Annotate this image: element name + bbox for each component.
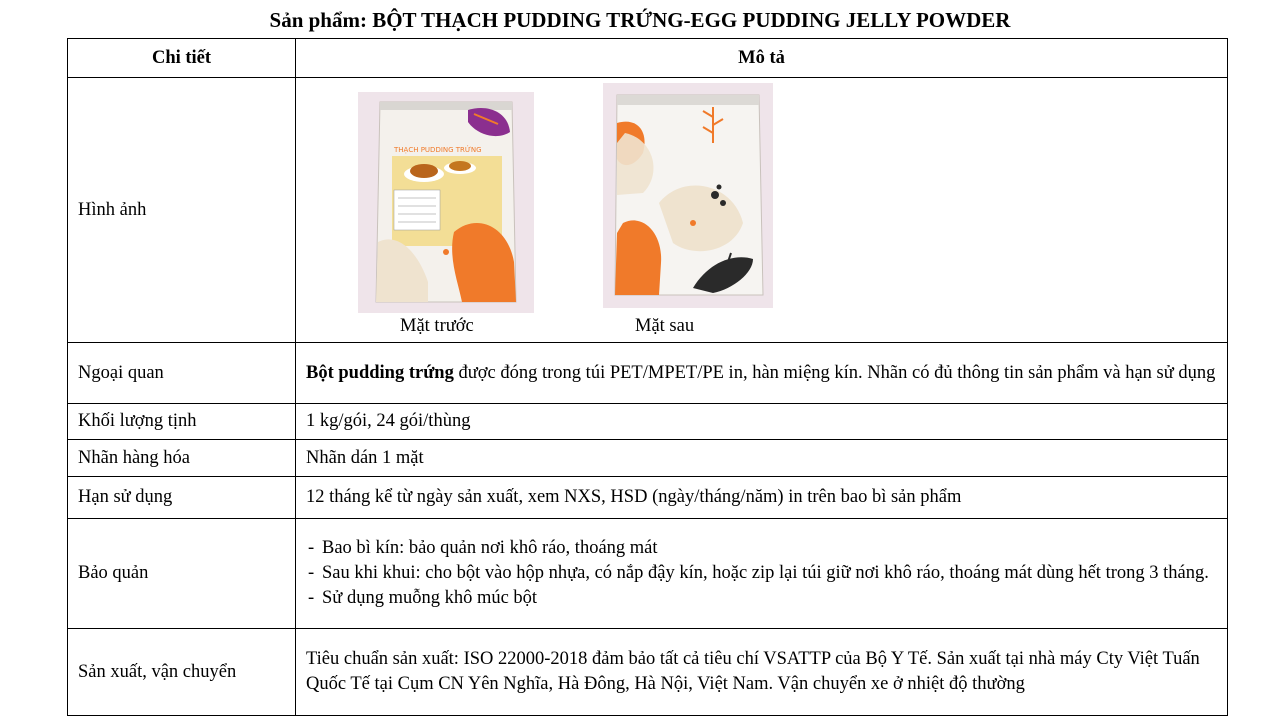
table-row-production (68, 629, 1228, 716)
storage-list (306, 536, 1217, 611)
label-value: Nhãn dán 1 mặt (296, 440, 1228, 477)
row-label-shelf-life: Hạn sử dụng (68, 477, 296, 519)
front-caption: Mặt trước (400, 316, 474, 336)
header-detail: Chi tiết (68, 39, 296, 78)
row-label-production: Sản xuất, vận chuyển (68, 629, 296, 716)
row-label-label: Nhãn hàng hóa (68, 440, 296, 477)
spec-table (67, 38, 1228, 716)
table-row-storage (68, 519, 1228, 629)
row-label-storage: Bảo quản (68, 519, 296, 629)
row-label-net-weight: Khối lượng tịnh (68, 404, 296, 440)
storage-item: - Bao bì kín: bảo quản nơi khô ráo, thoáng mát (306, 536, 1217, 561)
table-row-appearance (68, 343, 1228, 404)
net-weight-value: 1 kg/gói, 24 gói/thùng (296, 404, 1228, 440)
appearance-product-name: Bột pudding trứng (306, 362, 454, 383)
page-title: Sản phẩm: BỘT THẠCH PUDDING TRỨNG-EGG PUDDING JELLY POWDER (269, 8, 1011, 32)
package-back-image (603, 83, 773, 308)
row-label-appearance: Ngoại quan (68, 343, 296, 404)
table-header-row (68, 39, 1228, 78)
storage-item: - Sử dụng muỗng khô múc bột (306, 586, 1217, 611)
appearance-text: được đóng trong túi PET/MPET/PE in, hàn miệng kín. Nhãn có đủ thông tin sản phẩm và hạn sử dụng (453, 362, 1216, 383)
back-caption: Mặt sau (635, 316, 695, 336)
storage-cell (296, 519, 1228, 629)
table-row-shelf-life (68, 477, 1228, 519)
images-cell (296, 78, 1228, 343)
package-front-text: THẠCH PUDDING TRỨNG (394, 146, 482, 154)
table-row-images (68, 78, 1228, 343)
table-row-label (68, 440, 1228, 477)
shelf-life-value: 12 tháng kể từ ngày sản xuất, xem NXS, HSD (ngày/tháng/năm) in trên bao bì sản phẩm (296, 477, 1228, 519)
production-value: Tiêu chuẩn sản xuất: ISO 22000-2018 đảm bảo tất cả tiêu chí VSATTP của Bộ Y Tế. Sản xuất tại nhà máy Cty Việt Tuấn Quốc Tế tại Cụm CN Yên Nghĩa, Hà Đông, Hà Nội, Việt Nam. Vận chuyển xe ở nhiệt độ thường (296, 629, 1228, 716)
package-front-image (358, 92, 534, 313)
header-description: Mô tả (296, 39, 1228, 78)
appearance-description (296, 343, 1228, 404)
storage-item: - Sau khi khui: cho bột vào hộp nhựa, có nắp đậy kín, hoặc zip lại túi giữ nơi khô ráo, thoáng mát dùng hết trong 3 tháng. (306, 561, 1217, 586)
row-label-images: Hình ảnh (68, 78, 296, 343)
table-row-net-weight (68, 404, 1228, 440)
